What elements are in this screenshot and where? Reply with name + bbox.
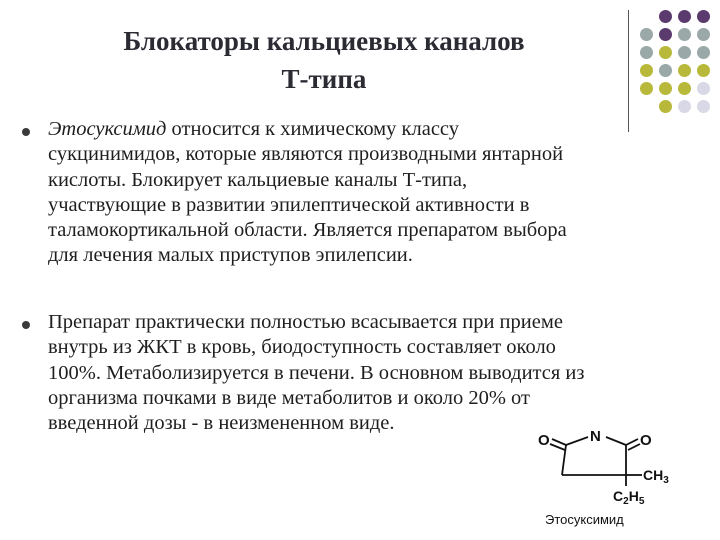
atom-nitrogen: N bbox=[590, 428, 601, 445]
decorative-dot bbox=[678, 100, 691, 113]
decorative-dot bbox=[697, 28, 710, 41]
drug-name-emphasis: Этосуксимид bbox=[48, 118, 167, 140]
decorative-dot bbox=[659, 100, 672, 113]
bullet-1-line-6: для лечения малых приступов эпилепсии. bbox=[48, 244, 413, 267]
decorative-dot bbox=[697, 100, 710, 113]
atom-oxygen-left: O bbox=[538, 432, 550, 449]
bond-carbonyl-right bbox=[626, 439, 638, 445]
bullet-2-line-5: введенной дозы - в неизмененном виде. bbox=[48, 412, 395, 435]
bullet-2-line-4: организма почками в виде метаболитов и около 20% от bbox=[48, 386, 530, 409]
bullet-paragraph-2 bbox=[48, 310, 688, 436]
decorative-dot bbox=[659, 46, 672, 59]
bullet-1-line-1 bbox=[48, 117, 688, 142]
decorative-dot bbox=[659, 64, 672, 77]
bond-carbonyl-left bbox=[552, 439, 566, 445]
ethyl-group-label: $C_2H_5$ bbox=[613, 488, 645, 507]
decorative-dot bbox=[678, 64, 691, 77]
decorative-dot-grid bbox=[640, 10, 720, 122]
bond-c2-n bbox=[566, 437, 588, 445]
bullet-paragraph-1 bbox=[48, 117, 688, 269]
bullet-2-line-1: Препарат практически полностью всасывается при приеме bbox=[48, 311, 563, 333]
bond-carbonyl-right-double bbox=[628, 444, 640, 450]
slide-title-line-2: Т-типа bbox=[281, 64, 367, 94]
decorative-dot bbox=[697, 46, 710, 59]
bullet-1-line-5: таламокортикальной области. Является препаратом выбора bbox=[48, 219, 567, 242]
methyl-group-label: $CH_3$ bbox=[643, 467, 669, 486]
bullet-1-line-1-text: относится к химическому классу bbox=[166, 118, 459, 140]
decorative-divider bbox=[628, 10, 629, 132]
atom-oxygen-right: O bbox=[640, 432, 652, 449]
decorative-dot bbox=[659, 28, 672, 41]
decorative-dot bbox=[659, 82, 672, 95]
decorative-dot bbox=[640, 64, 653, 77]
bullet-1-line-3: кислоты. Блокирует кальциевые каналы Т-типа, bbox=[48, 168, 468, 191]
decorative-dot bbox=[697, 10, 710, 23]
decorative-dot bbox=[697, 64, 710, 77]
bullet-2-line-3: 100%. Метаболизируется в печени. В основном выводится из bbox=[48, 361, 585, 384]
decorative-dot bbox=[678, 10, 691, 23]
bond-n-c5 bbox=[606, 437, 626, 445]
slide-title-line-1: Блокаторы кальциевых каналов bbox=[123, 26, 525, 56]
slide-title bbox=[40, 22, 608, 98]
bullet-marker-2 bbox=[22, 321, 30, 329]
decorative-dot bbox=[678, 46, 691, 59]
decorative-dot bbox=[678, 28, 691, 41]
bond-carbonyl-left-double bbox=[550, 444, 565, 450]
ethosuximide-structure-diagram bbox=[530, 420, 690, 532]
decorative-dot bbox=[640, 28, 653, 41]
decorative-dot bbox=[659, 10, 672, 23]
bullet-1-line-4: участвующие в развитии эпилептической активности в bbox=[48, 193, 530, 216]
bullet-1-line-2: сукцинимидов, которые являются производными янтарной bbox=[48, 143, 564, 166]
decorative-dot bbox=[640, 82, 653, 95]
bullet-marker-1 bbox=[22, 128, 30, 136]
decorative-dot bbox=[678, 82, 691, 95]
decorative-dot bbox=[640, 46, 653, 59]
structure-caption: Этосуксимид bbox=[545, 512, 624, 527]
decorative-dot bbox=[697, 82, 710, 95]
bullet-2-line-2: внутрь из ЖКТ в кровь, биодоступность составляет около bbox=[48, 336, 556, 359]
